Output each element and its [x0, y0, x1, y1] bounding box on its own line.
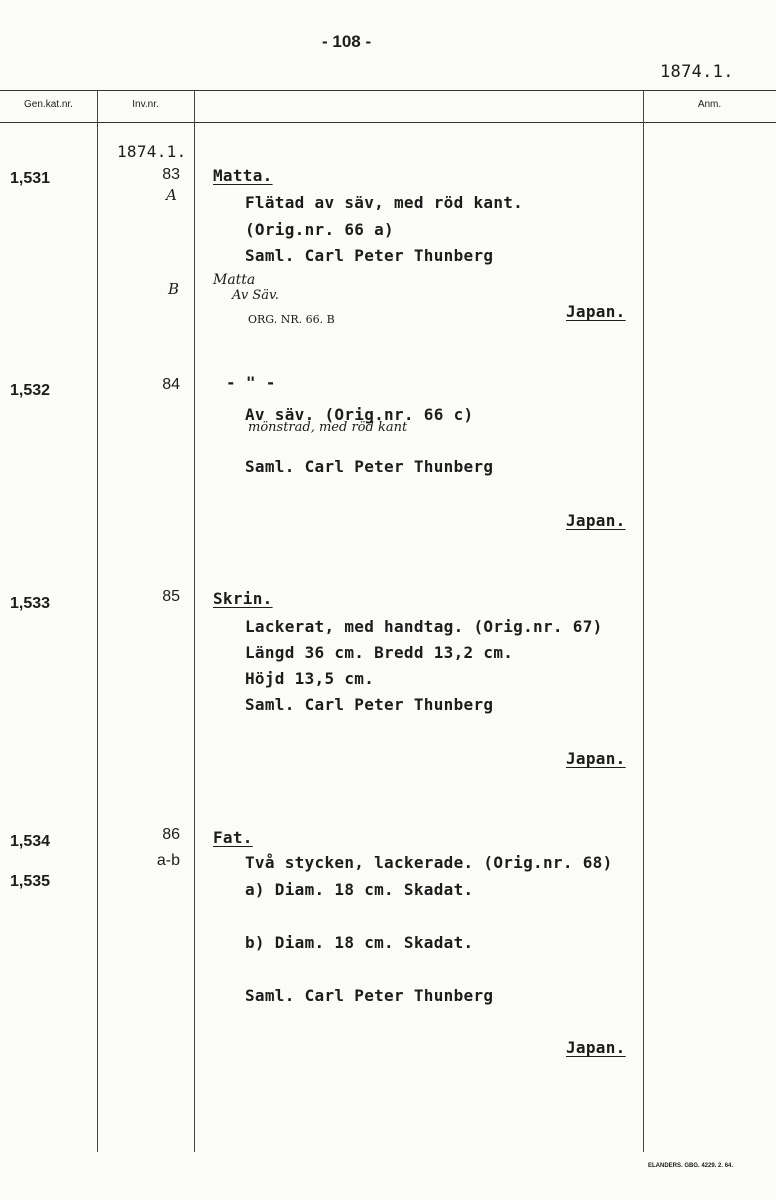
- year-reference: 1874.1.: [660, 62, 734, 82]
- handwritten-note: Av Säv.: [232, 288, 279, 303]
- inv-number: 86: [162, 826, 180, 843]
- header-bottom-rule: [0, 122, 776, 123]
- section-year: 1874.1.: [117, 142, 187, 161]
- entry-line: Lackerat, med handtag. (Orig.nr. 67): [245, 617, 603, 636]
- inv-number: 84: [162, 376, 180, 393]
- entry-title: Skrin.: [213, 589, 273, 608]
- entry-line: b) Diam. 18 cm. Skadat.: [245, 933, 474, 952]
- handwritten-note: mönstrad, med röd kant: [248, 420, 408, 435]
- gen-cat-number: 1,534: [10, 833, 51, 850]
- inv-number: 83: [162, 166, 180, 183]
- inv-sub-range: a-b: [156, 852, 180, 869]
- column-header-anm: Anm.: [697, 99, 722, 110]
- entry-title: Fat.: [213, 828, 253, 847]
- gen-cat-number: 1,533: [10, 595, 51, 612]
- entry-line: Flätad av säv, med röd kant.: [245, 193, 524, 212]
- entry-line: Längd 36 cm. Bredd 13,2 cm.: [245, 643, 514, 662]
- entry-line: Höjd 13,5 cm.: [245, 669, 375, 688]
- column-divider-1: [97, 90, 98, 1152]
- entry-line: a) Diam. 18 cm. Skadat.: [245, 880, 474, 899]
- entry-line: Saml. Carl Peter Thunberg: [245, 986, 494, 1005]
- column-header-invnr: Inv.nr.: [132, 99, 159, 110]
- entry-line: Saml. Carl Peter Thunberg: [245, 457, 494, 476]
- inv-number: 85: [162, 588, 180, 605]
- page-number: - 108 -: [322, 32, 372, 51]
- gen-cat-number: 1,531: [10, 170, 51, 187]
- entry-line: Två stycken, lackerade. (Orig.nr. 68): [245, 853, 613, 872]
- entry-line: Saml. Carl Peter Thunberg: [245, 695, 494, 714]
- header-top-rule: [0, 90, 776, 91]
- entry-title: Matta.: [213, 166, 273, 185]
- entry-place: Japan.: [566, 302, 626, 321]
- inv-sub-b: B: [168, 280, 180, 298]
- column-divider-3: [643, 90, 644, 1152]
- entry-line: (Orig.nr. 66 a): [245, 220, 394, 239]
- inv-sub-a: A: [166, 186, 177, 204]
- column-header-genkat: Gen.kat.nr.: [24, 99, 73, 110]
- entry-line: Av säv. (Orig.nr. 66 c): [245, 405, 474, 424]
- entry-title: - " -: [226, 373, 276, 392]
- entry-place: Japan.: [566, 511, 626, 530]
- gen-cat-number: 1,532: [10, 382, 51, 399]
- entry-line: Saml. Carl Peter Thunberg: [245, 246, 494, 265]
- handwritten-note: ORG. NR. 66. B: [248, 313, 335, 326]
- column-divider-2: [194, 90, 195, 1152]
- gen-cat-number: 1,535: [10, 873, 51, 890]
- entry-place: Japan.: [566, 749, 626, 768]
- printer-imprint: ELANDERS. GBG. 4229. 2. 64.: [648, 1163, 734, 1169]
- handwritten-note: Matta: [213, 272, 256, 288]
- entry-place: Japan.: [566, 1038, 626, 1057]
